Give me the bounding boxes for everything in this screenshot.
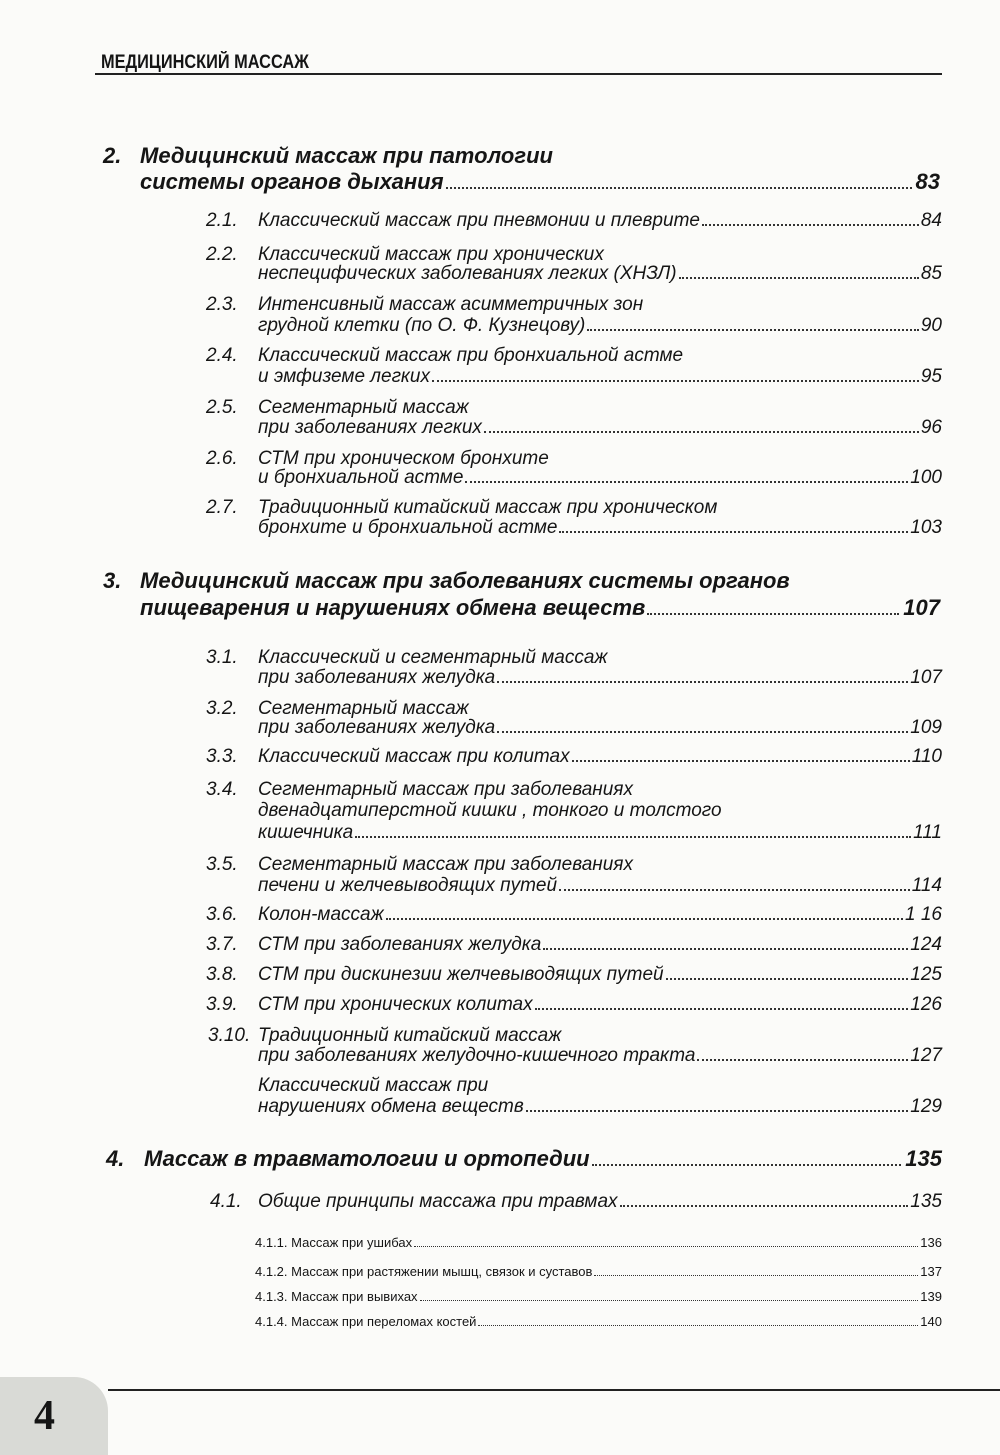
dot-leader	[647, 613, 899, 615]
entry-last-line	[258, 365, 942, 388]
page-number-ref: 84	[920, 210, 942, 231]
dot-leader	[594, 1275, 918, 1276]
toc-subentry-4-1-2[interactable]	[255, 1262, 942, 1282]
chapter-title-line: Медицинский массаж при заболеваниях системы органов	[140, 568, 790, 593]
entry-title-line: при заболеваниях желудочно-кишечного тракта	[258, 1045, 696, 1066]
entry-number: 3.4.	[206, 779, 238, 800]
dot-leader	[414, 1246, 918, 1247]
entry-last-line	[258, 1044, 942, 1067]
dot-leader	[420, 1300, 919, 1301]
dot-leader	[526, 1110, 909, 1112]
dot-leader	[572, 760, 910, 762]
entry-number: 3.9.	[206, 994, 238, 1015]
page-number-ref: 137	[920, 1264, 942, 1279]
chapter-title-line: пищеварения и нарушениях обмена веществ	[140, 595, 646, 620]
subentry-title: Массаж при растяжении мышц, связок и суставов	[291, 1264, 593, 1279]
page-number-ref: 85	[920, 263, 942, 284]
entry-title-line: при заболеваниях легких	[258, 417, 482, 438]
entry-title-line: грудной клетки (по О. Ф. Кузнецову)	[258, 315, 586, 336]
page-number-ref: 125	[910, 964, 942, 985]
entry-title-line: Классический массаж при пневмонии и плеврите	[258, 210, 700, 231]
entry-number: 2.1.	[206, 210, 238, 231]
dot-leader	[587, 329, 918, 331]
chapter-title-last-line	[140, 168, 940, 195]
toc-subentry-4-1-4[interactable]	[255, 1312, 942, 1332]
page-number-ref: 100	[910, 467, 942, 488]
entry-title-line: при заболеваниях желудка	[258, 667, 496, 688]
entry-last-line	[258, 262, 942, 285]
chapter-title-line: системы органов дыхания	[140, 169, 444, 194]
dot-leader	[497, 681, 908, 683]
entry-last-line	[258, 933, 942, 956]
entry-number: 3.7.	[206, 934, 238, 955]
header-rule	[95, 73, 942, 75]
chapter-title-last-line	[144, 1145, 942, 1172]
entry-title-line: Колон-массаж	[258, 904, 384, 925]
page-number-ref: 90	[920, 315, 942, 336]
entry-number: 3.10.	[208, 1025, 251, 1046]
subentry-title: Массаж при ушибах	[291, 1235, 413, 1250]
entry-last-line	[258, 466, 942, 489]
entry-last-line	[258, 1095, 942, 1118]
subentry-number: 4.1.2.	[255, 1264, 288, 1279]
entry-title-line: Традиционный китайский массаж при хроническом	[258, 497, 718, 518]
page-number-ref: 135	[910, 1191, 942, 1212]
dot-leader	[543, 948, 908, 950]
entry-title-line: Классический массаж при	[258, 1075, 489, 1096]
dot-leader	[446, 187, 912, 189]
entry-number: 3.6.	[206, 904, 238, 925]
entry-title-line: Сегментарный массаж	[258, 698, 469, 719]
subentry-title: Массаж при переломах костей	[291, 1314, 477, 1329]
entry-title-line: Классический и сегментарный массаж	[258, 647, 608, 668]
dot-leader	[478, 1325, 918, 1326]
dot-leader	[386, 918, 903, 920]
page-number-ref: 1 16	[905, 904, 942, 925]
entry-title-line: Классический массаж при колитах	[258, 746, 570, 767]
entry-title-line: Традиционный китайский массаж	[258, 1025, 562, 1046]
entry-title-line: кишечника	[258, 822, 354, 843]
page-number-ref: 107	[910, 667, 942, 688]
subentry-number: 4.1.1.	[255, 1235, 288, 1250]
page-number-ref: 126	[910, 994, 942, 1015]
entry-number: 3.1.	[206, 647, 238, 668]
dot-leader	[679, 277, 919, 279]
chapter-number: 3.	[103, 568, 122, 593]
page-number-ref: 136	[920, 1235, 942, 1250]
entry-title-line: СТМ при хроническом бронхите	[258, 448, 549, 469]
toc-subentry-4-1-3[interactable]	[255, 1287, 942, 1307]
entry-number: 3.8.	[206, 964, 238, 985]
page-number-ref: 129	[910, 1096, 942, 1117]
entry-number: 3.5.	[206, 854, 238, 875]
entry-title-line: Классический массаж при хронических	[258, 244, 604, 265]
entry-last-line	[258, 1190, 942, 1213]
page-number-ref: 111	[913, 822, 942, 843]
entry-title-line: Общие принципы массажа при травмах	[258, 1191, 618, 1212]
entry-title-line: Сегментарный массаж при заболеваниях	[258, 779, 633, 800]
page-number-ref: 107	[903, 595, 940, 620]
page-number-ref: 140	[920, 1314, 942, 1329]
entry-last-line	[258, 993, 942, 1016]
entry-number: 2.6.	[206, 448, 238, 469]
entry-title-line: СТМ при заболеваниях желудка	[258, 934, 542, 955]
chapter-title-line: Медицинский массаж при патологии	[140, 143, 553, 168]
page-number: 4	[34, 1393, 55, 1439]
subentry-number: 4.1.3.	[255, 1289, 288, 1304]
entry-last-line	[258, 314, 942, 337]
entry-number: 4.1.	[210, 1191, 242, 1212]
entry-title-line: нарушениях обмена веществ	[258, 1096, 524, 1117]
entry-number: 2.7.	[206, 497, 238, 518]
entry-title-line: Классический массаж при бронхиальной астме	[258, 345, 684, 366]
entry-last-line	[258, 745, 942, 768]
page-number-ref: 95	[920, 366, 942, 387]
entry-title-line: и эмфиземе легких	[258, 366, 430, 387]
dot-leader	[432, 380, 919, 382]
subentry-title: Массаж при вывихах	[291, 1289, 418, 1304]
entry-title-line: Интенсивный массаж асимметричных зон	[258, 294, 644, 315]
subentry-number: 4.1.4.	[255, 1314, 288, 1329]
entry-title-line: Сегментарный массаж	[258, 397, 469, 418]
chapter-number: 2.	[103, 143, 122, 168]
entry-number: 2.3.	[206, 294, 238, 315]
dot-leader	[559, 531, 908, 533]
entry-last-line	[258, 963, 942, 986]
entry-last-line	[258, 516, 942, 539]
dot-leader	[702, 224, 919, 226]
toc-subentry-4-1-1[interactable]	[255, 1233, 942, 1253]
entry-title-line: печени и желчевыводящих путей	[258, 875, 558, 896]
page-number-ref: 139	[920, 1289, 942, 1304]
dot-leader	[592, 1164, 902, 1166]
dot-leader	[484, 431, 919, 433]
chapter-title-line: Массаж в травматологии и ортопедии	[144, 1146, 590, 1171]
entry-title-line: СТМ при дискинезии желчевыводящих путей	[258, 964, 664, 985]
footer-rule	[108, 1389, 1000, 1391]
entry-number: 3.2.	[206, 698, 238, 719]
page-number-ref: 114	[911, 875, 942, 896]
entry-title-line: Сегментарный массаж при заболеваниях	[258, 854, 633, 875]
chapter-number: 4.	[106, 1146, 125, 1171]
page-number-ref: 124	[910, 934, 942, 955]
entry-title-line: двенадцатиперстной кишки , тонкого и толстого	[258, 800, 722, 821]
entry-last-line	[258, 666, 942, 689]
page-number-ref: 127	[910, 1045, 942, 1066]
entry-last-line	[258, 416, 942, 439]
entry-title-line: неспецифических заболеваниях легких (ХНЗЛ)	[258, 263, 677, 284]
entry-last-line	[258, 209, 942, 232]
entry-number: 3.3.	[206, 746, 238, 767]
page-number-ref: 109	[910, 717, 942, 738]
entry-title-line: и бронхиальной астме	[258, 467, 464, 488]
entry-number: 2.4.	[206, 345, 238, 366]
entry-title-line: бронхите и бронхиальной астме	[258, 517, 558, 538]
entry-last-line	[258, 903, 942, 926]
page-number-ref: 83	[915, 169, 940, 194]
chapter-title-last-line	[140, 594, 940, 621]
page-number-ref: 135	[905, 1146, 942, 1171]
entry-last-line	[258, 821, 942, 844]
dot-leader	[355, 836, 911, 838]
dot-leader	[697, 1059, 908, 1061]
entry-last-line	[258, 874, 942, 897]
dot-leader	[535, 1008, 909, 1010]
entry-title-line: при заболеваниях желудка	[258, 717, 496, 738]
page-number-ref: 96	[920, 417, 942, 438]
entry-last-line	[258, 716, 942, 739]
page-number-ref: 110	[911, 746, 942, 767]
dot-leader	[497, 731, 908, 733]
dot-leader	[559, 889, 910, 891]
entry-number: 2.2.	[206, 244, 238, 265]
entry-title-line: СТМ при хронических колитах	[258, 994, 533, 1015]
page-number-ref: 103	[910, 517, 942, 538]
dot-leader	[620, 1205, 909, 1207]
running-head: МЕДИЦИНСКИЙ МАССАЖ	[101, 52, 309, 73]
entry-number: 2.5.	[206, 397, 238, 418]
dot-leader	[465, 481, 908, 483]
dot-leader	[666, 978, 909, 980]
